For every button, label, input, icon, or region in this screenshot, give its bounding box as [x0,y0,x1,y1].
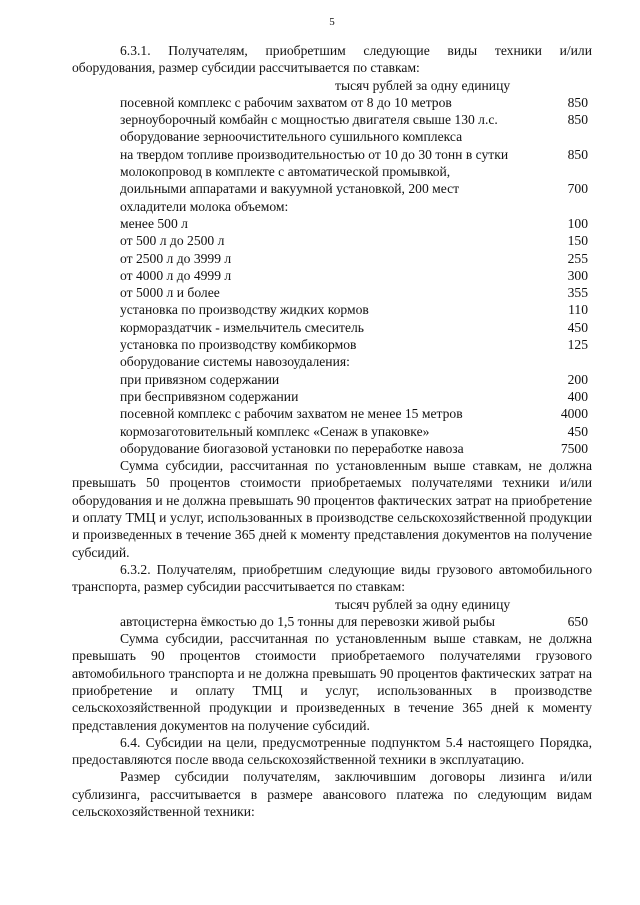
rate-label: от 2500 л до 3999 л [120,250,232,266]
rate-row [72,440,592,457]
rate-row [72,232,592,249]
rates-table-631 [72,94,592,457]
rate-label: охладители молока объемом: [120,198,289,214]
rate-value: 850 [567,94,588,110]
rate-label: кормораздатчик - измельчитель смеситель [120,319,365,335]
rate-value: 700 [567,181,588,197]
rate-row [72,111,592,128]
rate-value: 400 [567,388,588,404]
rate-value: 7500 [560,440,588,456]
rate-label: доильными аппаратами и вакуумной установкой, 200 мест [120,181,460,197]
rate-value: 450 [567,319,588,335]
rate-row [72,284,592,301]
rate-label: при беспривязном содержании [120,388,299,404]
rate-label: при привязном содержании [120,371,280,387]
rate-value: 110 [568,302,588,318]
rate-label: менее 500 л [120,215,188,231]
rate-value: 850 [567,112,588,128]
rate-label: установка по производству жидких кормов [120,302,369,318]
rate-value: 255 [567,250,588,266]
rate-row [72,128,592,145]
rate-value: 850 [567,146,588,162]
rate-value: 4000 [560,406,588,422]
rate-row [72,215,592,232]
section-632-unit: тысяч рублей за одну единицу [335,596,511,612]
rates-table-632 [72,613,592,630]
rate-row [72,319,592,336]
section-64-text: 6.4. Субсидии на цели, предусмотренные подпунктом 5.4 настоящего Порядка, предоставляются после ввода сельскохозяйственной техники в эксплуатацию. [72,734,592,768]
rate-label: автоцистерна ёмкостью до 1,5 тонны для перевозки живой рыбы [120,613,495,629]
rate-value: 125 [567,337,588,353]
section-632-limit: Сумма субсидии, рассчитанная по установленным выше ставкам, не должна превышать 90 процентов стоимости приобретаемого получателями грузового автомобильного транспорта и не должна превышать 90 процентов фактических затрат на приобретение и оплату ТМЦ и услуг, использованных в производстве сельскохозяйственной продукции и произведенных в течение 365 дней к моменту представления документов на получение субсидий. [72,631,592,733]
rate-label: от 5000 л и более [120,285,220,301]
rate-label: на твердом топливе производительностью от 10 до 30 тонн в сутки [120,146,509,162]
rate-row [72,423,592,440]
section-631-intro: 6.3.1. Получателям, приобретшим следующие виды техники и/или оборудования, размер субсидии рассчитывается по ставкам: [72,43,592,76]
rate-row [72,613,592,630]
rate-row [72,250,592,267]
rate-label: оборудование биогазовой установки по переработке навоза [120,440,464,456]
rate-row [72,371,592,388]
section-64-leasing: Размер субсидии получателям, заключившим договоры лизинга и/или сублизинга, рассчитывается в размере авансового платежа по следующим видам сельскохозяйственной техники: [72,769,592,820]
rate-row [72,405,592,422]
rate-value: 200 [567,371,588,387]
rate-label: молокопровод в комплекте с автоматической промывкой, [120,164,451,180]
rate-row [72,267,592,284]
page-number: 5 [329,16,335,28]
rate-label: оборудование зерноочистительного сушильного комплекса [120,129,463,145]
rate-row [72,388,592,405]
rate-label: посевной комплекс с рабочим захватом от 8 до 10 метров [120,94,452,110]
section-632-intro: 6.3.2. Получателям, приобретшим следующие виды грузового автомобильного транспорта, размер субсидии рассчитывается по ставкам: [72,561,592,595]
rate-label: кормозаготовительный комплекс «Сенаж в упаковке» [120,423,430,439]
rate-value: 100 [567,215,588,231]
rate-value: 150 [567,233,588,249]
rate-row [72,336,592,353]
rate-row [72,301,592,318]
section-631-unit: тысяч рублей за одну единицу [335,77,511,93]
rate-label: оборудование системы навозоудаления: [120,354,350,370]
rate-row [72,94,592,111]
rate-value: 355 [567,285,588,301]
rate-label: установка по производству комбикормов [120,337,357,353]
rate-label: посевной комплекс с рабочим захватом не менее 15 метров [120,406,463,422]
rate-value: 300 [567,267,588,283]
section-631-limit: Сумма субсидии, рассчитанная по установленным выше ставкам, не должна превышать 50 процентов стоимости приобретаемых получателями техники и/или оборудования и не должна превышать 90 процентов фактических затрат на приобретение и оплату ТМЦ и услуг, использованных в производстве сельскохозяйственной продукции и произведенных в течение 365 дней к моменту представления документов на получение субсидий. [72,458,592,560]
rate-row [72,163,592,180]
rate-label: от 500 л до 2500 л [120,233,225,249]
rate-row [72,146,592,163]
rate-label: от 4000 л до 4999 л [120,267,232,283]
rate-row [72,353,592,370]
rate-row [72,180,592,197]
rate-label: зерноуборочный комбайн с мощностью двигателя свыше 130 л.с. [120,112,498,128]
rate-row [72,198,592,215]
rate-value: 650 [567,613,588,629]
rate-value: 450 [567,423,588,439]
